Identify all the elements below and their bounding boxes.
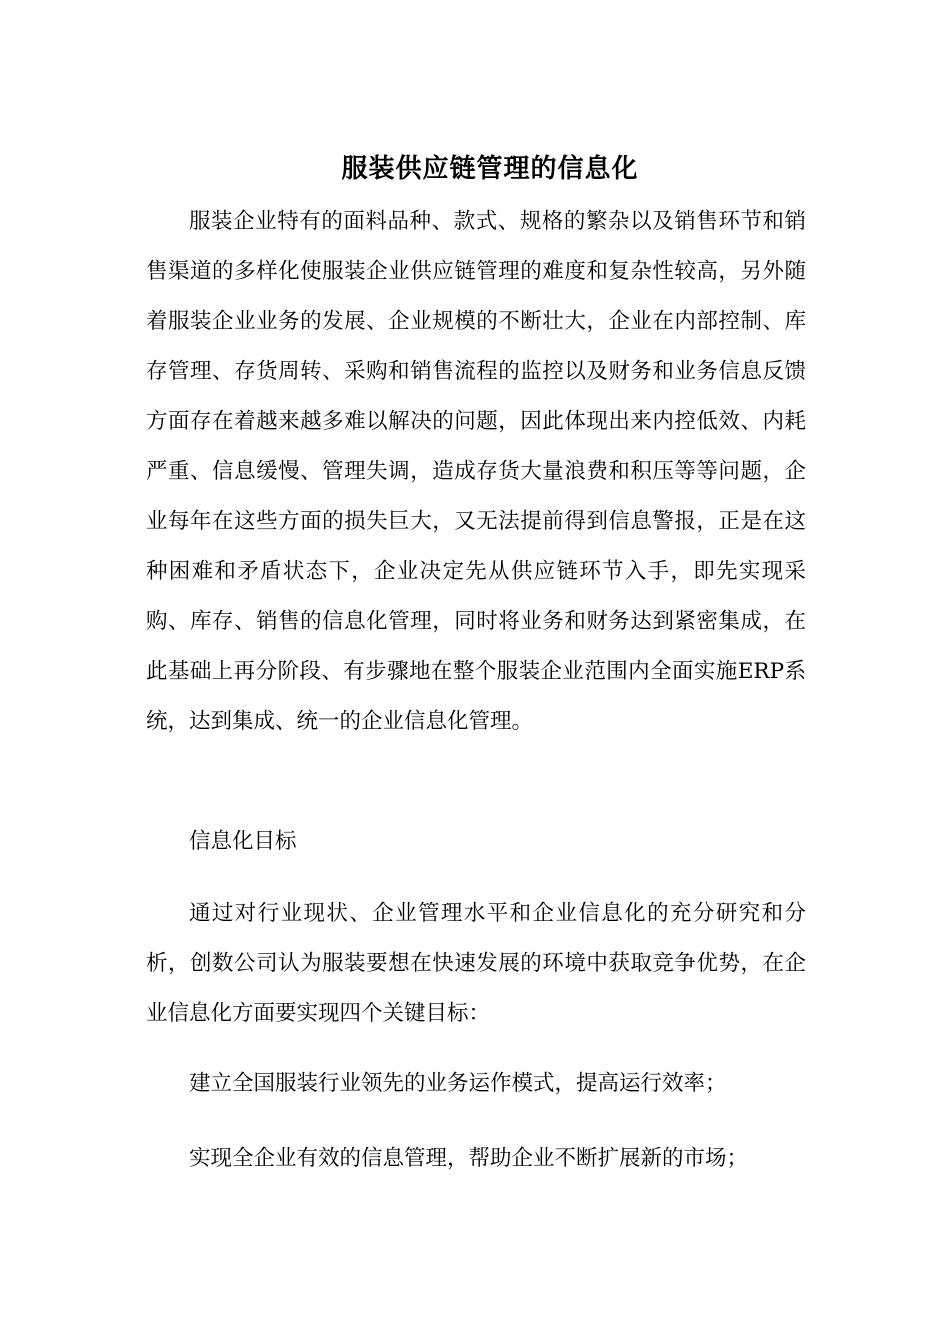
document-title: 服装供应链管理的信息化 (341, 154, 639, 185)
goal-item-2: 实现全企业有效的信息管理，帮助企业不断扩展新的市场； (189, 1146, 749, 1171)
section-heading: 信息化目标 (189, 829, 297, 854)
intro-paragraph: 服装企业特有的面料品种、款式、规格的繁杂以及销售环节和销售渠道的多样化使服装企业供应链管理的难度和复杂性较高，另外随着服装企业业务的发展、企业规模的不断壮大，企业在内部控制、库存管理、存货周转、采购和销售流程的监控以及财务和业务信息反馈方面存在着越来越多难以解决的问题，因此体现出来内控低效、内耗严重、信息缓慢、管理失调，造成存货大量浪费和积压等等问题，企业每年在这些方面的损失巨大，又无法提前得到信息警报，正是在这种困难和矛盾状态下，企业决定先从供应链环节入手，即先实现采购、库存、销售的信息化管理，同时将业务和财务达到紧密集成，在此基础上再分阶段、有步骤地在整个服装企业范围内全面实施ERP系统，达到集成、统一的企业信息化管理。 (146, 209, 806, 734)
analysis-paragraph: 通过对行业现状、企业管理水平和企业信息化的充分研究和分析，创数公司认为服装要想在快速发展的环境中获取竞争优势，在企业信息化方面要实现四个关键目标： (146, 901, 806, 1026)
goal-item-1: 建立全国服装行业领先的业务运作模式，提高运行效率； (189, 1071, 727, 1096)
